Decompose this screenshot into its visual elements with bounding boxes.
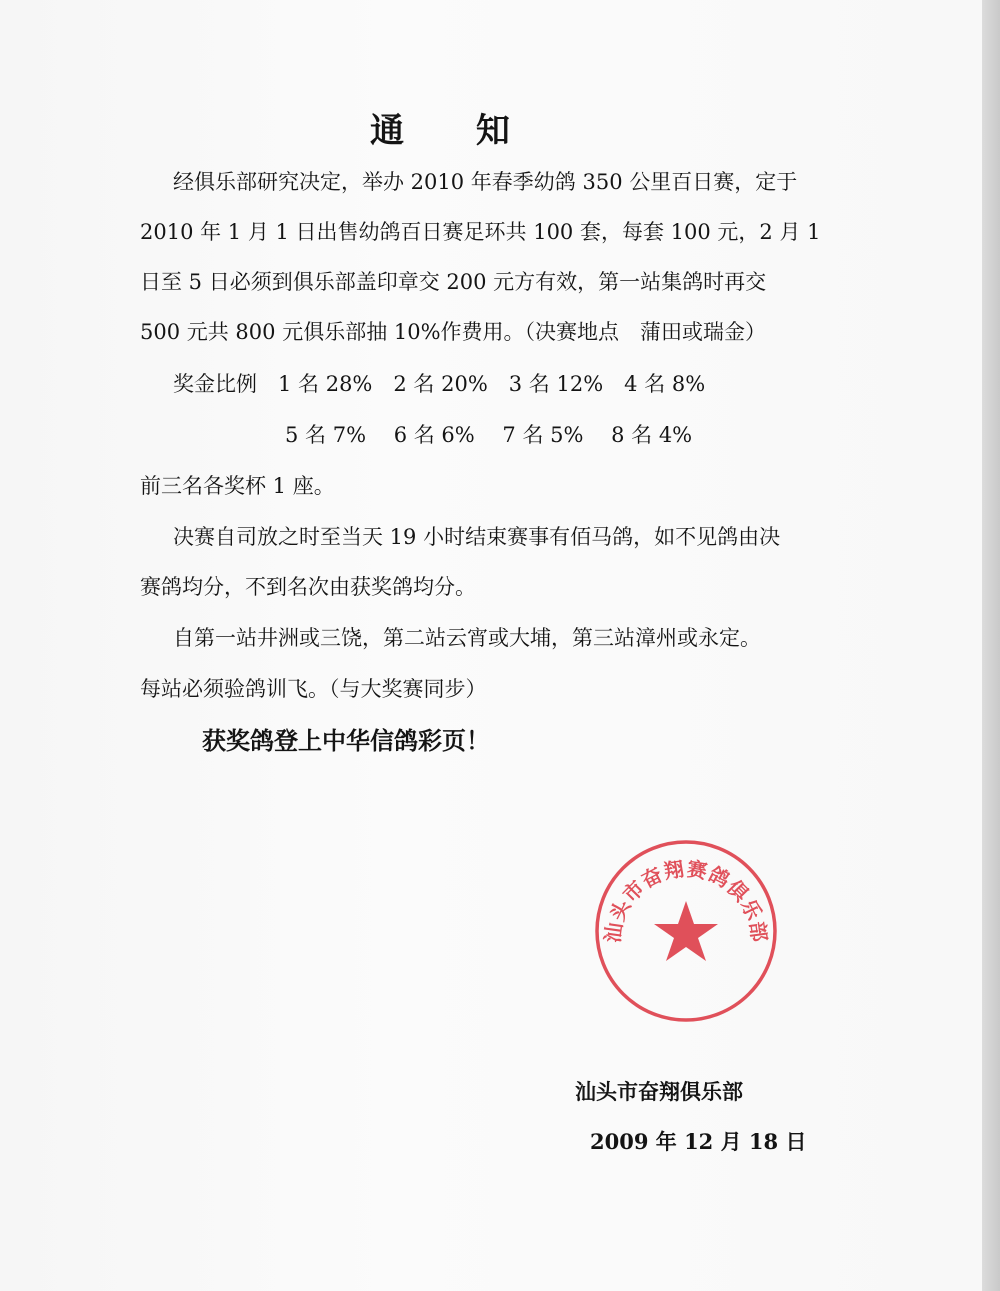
final-rule-line-2: 赛鸽均分，不到名次由获奖鸽均分。 [140, 575, 476, 599]
scan-edge [982, 0, 1000, 1291]
body-line-2: 2010 年 1 月 1 日出售幼鸽百日赛足环共 100 套，每套 100 元，2 月 1 [140, 220, 821, 244]
highlight-line: 获奖鸽登上中华信鸽彩页！ [202, 726, 490, 755]
body-line-4: 500 元共 800 元俱乐部抽 10%作费用。（决赛地点 蒲田或瑞金） [140, 320, 767, 344]
body-line-1: 经俱乐部研究决定，举办 2010 年春季幼鸽 350 公里百日赛，定于 [173, 170, 798, 194]
station-line-1: 自第一站井洲或三饶，第二站云宵或大埔，第三站漳州或永定。 [173, 626, 761, 650]
signature-date: 2009 年 12 月 18 日 [590, 1129, 807, 1154]
notice-title: 通 知 [370, 111, 540, 151]
signature-org: 汕头市奋翔俱乐部 [575, 1079, 743, 1104]
seal-text: 汕头市奋翔赛鸽俱乐部 [600, 856, 772, 945]
trophy-line: 前三名各奖杯 1 座。 [140, 474, 335, 498]
prize-ratio-line-1: 奖金比例 1 名 28% 2 名 20% 3 名 12% 4 名 8% [173, 372, 706, 396]
star-icon [654, 901, 718, 961]
body-line-3: 日至 5 日必须到俱乐部盖印章交 200 元方有效，第一站集鸽时再交 [140, 270, 767, 294]
club-seal [593, 838, 779, 1024]
prize-ratio-line-2: 5 名 7% 6 名 6% 7 名 5% 8 名 4% [285, 423, 693, 447]
final-rule-line-1: 决赛自司放之时至当天 19 小时结束赛事有佰马鸽，如不见鸽由决 [173, 525, 781, 549]
station-line-2: 每站必须验鸽训飞。（与大奖赛同步） [140, 677, 487, 701]
